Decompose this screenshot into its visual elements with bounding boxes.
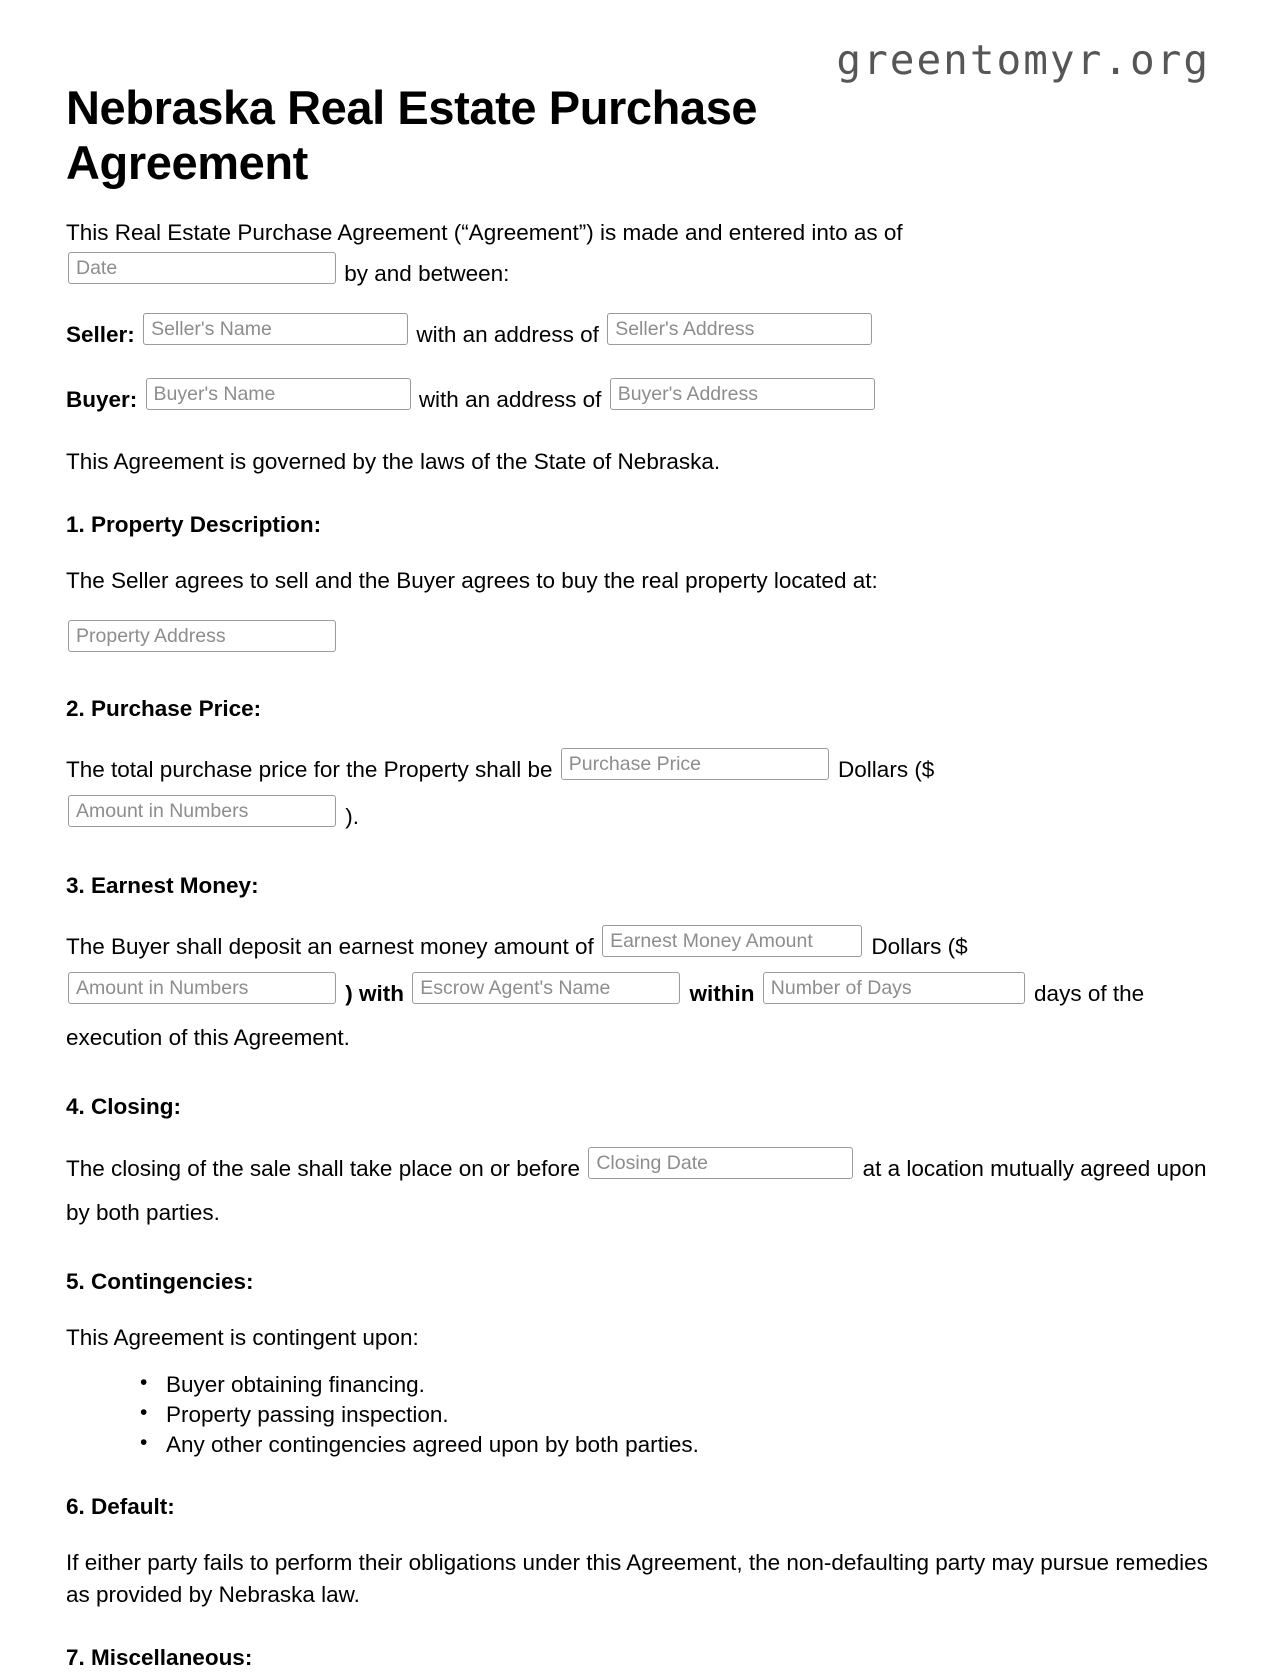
contingencies-list [66, 1354, 1216, 1460]
contingencies-intro: This Agreement is contingent upon: [66, 1324, 419, 1350]
buyer-address-input[interactable]: Buyer's Address [610, 378, 875, 410]
list-item: • Buyer obtaining financing. [140, 1370, 1216, 1400]
price-text-dollars: Dollars ($ [838, 757, 935, 783]
escrow-agent-name-input[interactable]: Escrow Agent's Name [412, 972, 680, 1004]
buyer-address-connector: with an address of [418, 386, 602, 412]
section-heading-default: 6. Default: [66, 1493, 175, 1519]
closing-date-input[interactable]: Closing Date [588, 1147, 853, 1179]
number-of-days-input[interactable]: Number of Days [763, 972, 1025, 1004]
intro-text-before-date: This Real Estate Purchase Agreement (“Agreement”) is made and entered into as of [66, 219, 903, 245]
section-heading-property: 1. Property Description: [66, 511, 322, 537]
buyer-name-input[interactable]: Buyer's Name [146, 378, 411, 410]
earnest-text-before: The Buyer shall deposit an earnest money amount of [66, 934, 594, 960]
closing-text-after: at a location mutually agreed upon by both parties. [66, 1155, 1207, 1225]
governing-law-paragraph: This Agreement is governed by the laws of the State of Nebraska. [66, 448, 721, 474]
section-heading-contingencies: 5. Contingencies: [66, 1268, 254, 1294]
earnest-text-dollars: Dollars ($ [871, 934, 968, 960]
date-input[interactable]: Date [68, 252, 336, 284]
purchase-amount-number-input[interactable]: Amount in Numbers [68, 795, 336, 827]
buyer-row [66, 355, 1216, 420]
earnest-text-after: days of the execution of this Agreement. [66, 981, 1145, 1051]
site-watermark: greentomyr.org [836, 36, 1210, 84]
seller-address-input[interactable]: Seller's Address [607, 313, 872, 345]
default-body: If either party fails to perform their obligations under this Agreement, the non-defaulting party may pursue remedies as provided by Nebraska law. [66, 1549, 1208, 1607]
price-text-before: The total purchase price for the Property shall be [66, 757, 553, 783]
seller-name-input[interactable]: Seller's Name [143, 313, 408, 345]
closing-text-before: The closing of the sale shall take place on or before [66, 1155, 581, 1181]
intro-text-after-date: by and between: [344, 260, 510, 286]
section-heading-purchase-price: 2. Purchase Price: [66, 695, 262, 721]
closing-paragraph [66, 1122, 1216, 1235]
price-text-after: ). [345, 804, 360, 830]
property-address-input[interactable]: Property Address [68, 620, 336, 652]
purchase-price-paragraph [66, 723, 1216, 839]
section-heading-miscellaneous: 7. Miscellaneous: [66, 1644, 253, 1670]
seller-label: Seller: [66, 321, 135, 347]
earnest-money-amount-input[interactable]: Earnest Money Amount [602, 925, 862, 957]
property-body: The Seller agrees to sell and the Buyer agrees to buy the real property located at: [66, 567, 878, 593]
property-address-row [66, 597, 1216, 662]
purchase-price-input[interactable]: Purchase Price [561, 748, 829, 780]
seller-row [66, 290, 1216, 355]
earnest-money-paragraph [66, 900, 1216, 1060]
earnest-amount-number-input[interactable]: Amount in Numbers [68, 972, 336, 1004]
section-heading-closing: 4. Closing: [66, 1094, 182, 1120]
list-item: • Property passing inspection. [140, 1400, 1216, 1430]
intro-paragraph [66, 191, 1216, 290]
earnest-text-with: ) with [345, 981, 404, 1007]
seller-address-connector: with an address of [416, 321, 599, 347]
list-item: • Any other contingencies agreed upon by both parties. [140, 1430, 1216, 1460]
earnest-text-within: within [689, 981, 755, 1007]
section-heading-earnest-money: 3. Earnest Money: [66, 873, 259, 899]
buyer-label: Buyer: [66, 386, 138, 412]
page-title: Nebraska Real Estate Purchase Agreement [66, 81, 758, 190]
